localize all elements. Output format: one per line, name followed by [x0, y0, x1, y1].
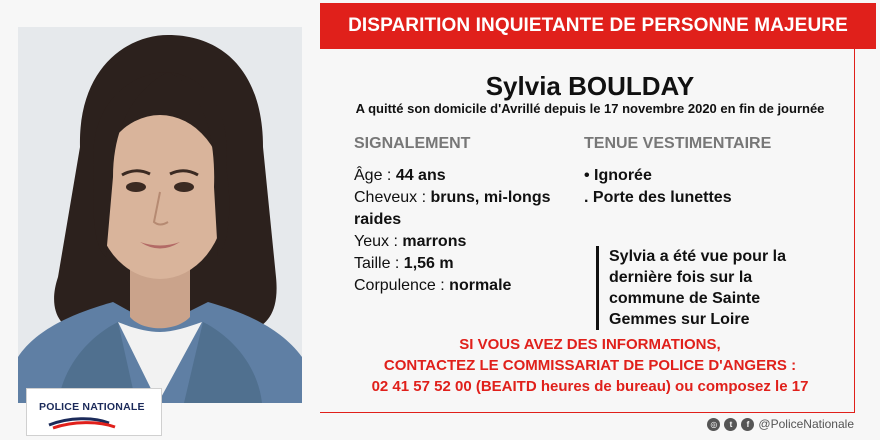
- height-row: [354, 253, 584, 275]
- signalement-list: [354, 165, 584, 297]
- eyes-label: Yeux :: [354, 233, 403, 250]
- disappearance-summary: A quitté son domicile d'Avrillé depuis le 17 novembre 2020 en fin de journée: [355, 101, 825, 116]
- cta-line: CONTACTEZ LE COMMISSARIAT DE POLICE D'ANGERS :: [383, 357, 797, 374]
- social-handle: @PoliceNationale: [758, 417, 854, 431]
- height-label: Taille :: [354, 255, 404, 272]
- missing-person-photo: [18, 27, 302, 403]
- tenue-item: • Ignorée: [584, 167, 652, 184]
- twitter-icon: t: [724, 418, 737, 431]
- height-value: 1,56 m: [403, 255, 454, 272]
- age-row: [354, 165, 584, 187]
- hair-value: bruns, mi-longs raides: [354, 189, 551, 228]
- build-label: Corpulence :: [354, 277, 450, 294]
- instagram-icon: ◎: [707, 418, 720, 431]
- last-seen-note: Sylvia a été vue pour la dernière fois sur la commune de Sainte Gemmes sur Loire: [596, 246, 829, 330]
- tenue-list: [584, 165, 844, 209]
- logo-text: POLICE NATIONALE: [39, 401, 145, 413]
- build-value: normale: [449, 277, 512, 294]
- build-row: [354, 275, 584, 297]
- social-links: [707, 417, 854, 431]
- tricolor-swoosh-icon: [39, 415, 139, 431]
- eyes-row: [354, 231, 584, 253]
- cta-phone-line: 02 41 57 52 00 (BEAITD heures de bureau) ou composez le 17: [371, 378, 809, 395]
- cta-line: SI VOUS AVEZ DES INFORMATIONS,: [459, 336, 721, 353]
- eyes-value: marrons: [402, 233, 467, 250]
- contact-callout: [320, 334, 860, 397]
- facebook-icon: f: [741, 418, 754, 431]
- tenue-heading: TENUE VESTIMENTAIRE: [584, 135, 772, 152]
- hair-label: Cheveux :: [354, 189, 431, 206]
- police-nationale-logo: [26, 388, 162, 436]
- age-value: 44 ans: [395, 167, 446, 184]
- signalement-heading: SIGNALEMENT: [354, 135, 471, 152]
- hair-row: [354, 187, 584, 231]
- info-panel: [320, 49, 855, 413]
- age-label: Âge :: [354, 167, 396, 184]
- alert-header-bar: [320, 3, 876, 49]
- person-name: Sylvia BOULDAY: [485, 71, 695, 101]
- tenue-item: . Porte des lunettes: [584, 189, 732, 206]
- alert-title: DISPARITION INQUIETANTE DE PERSONNE MAJEURE: [348, 15, 848, 36]
